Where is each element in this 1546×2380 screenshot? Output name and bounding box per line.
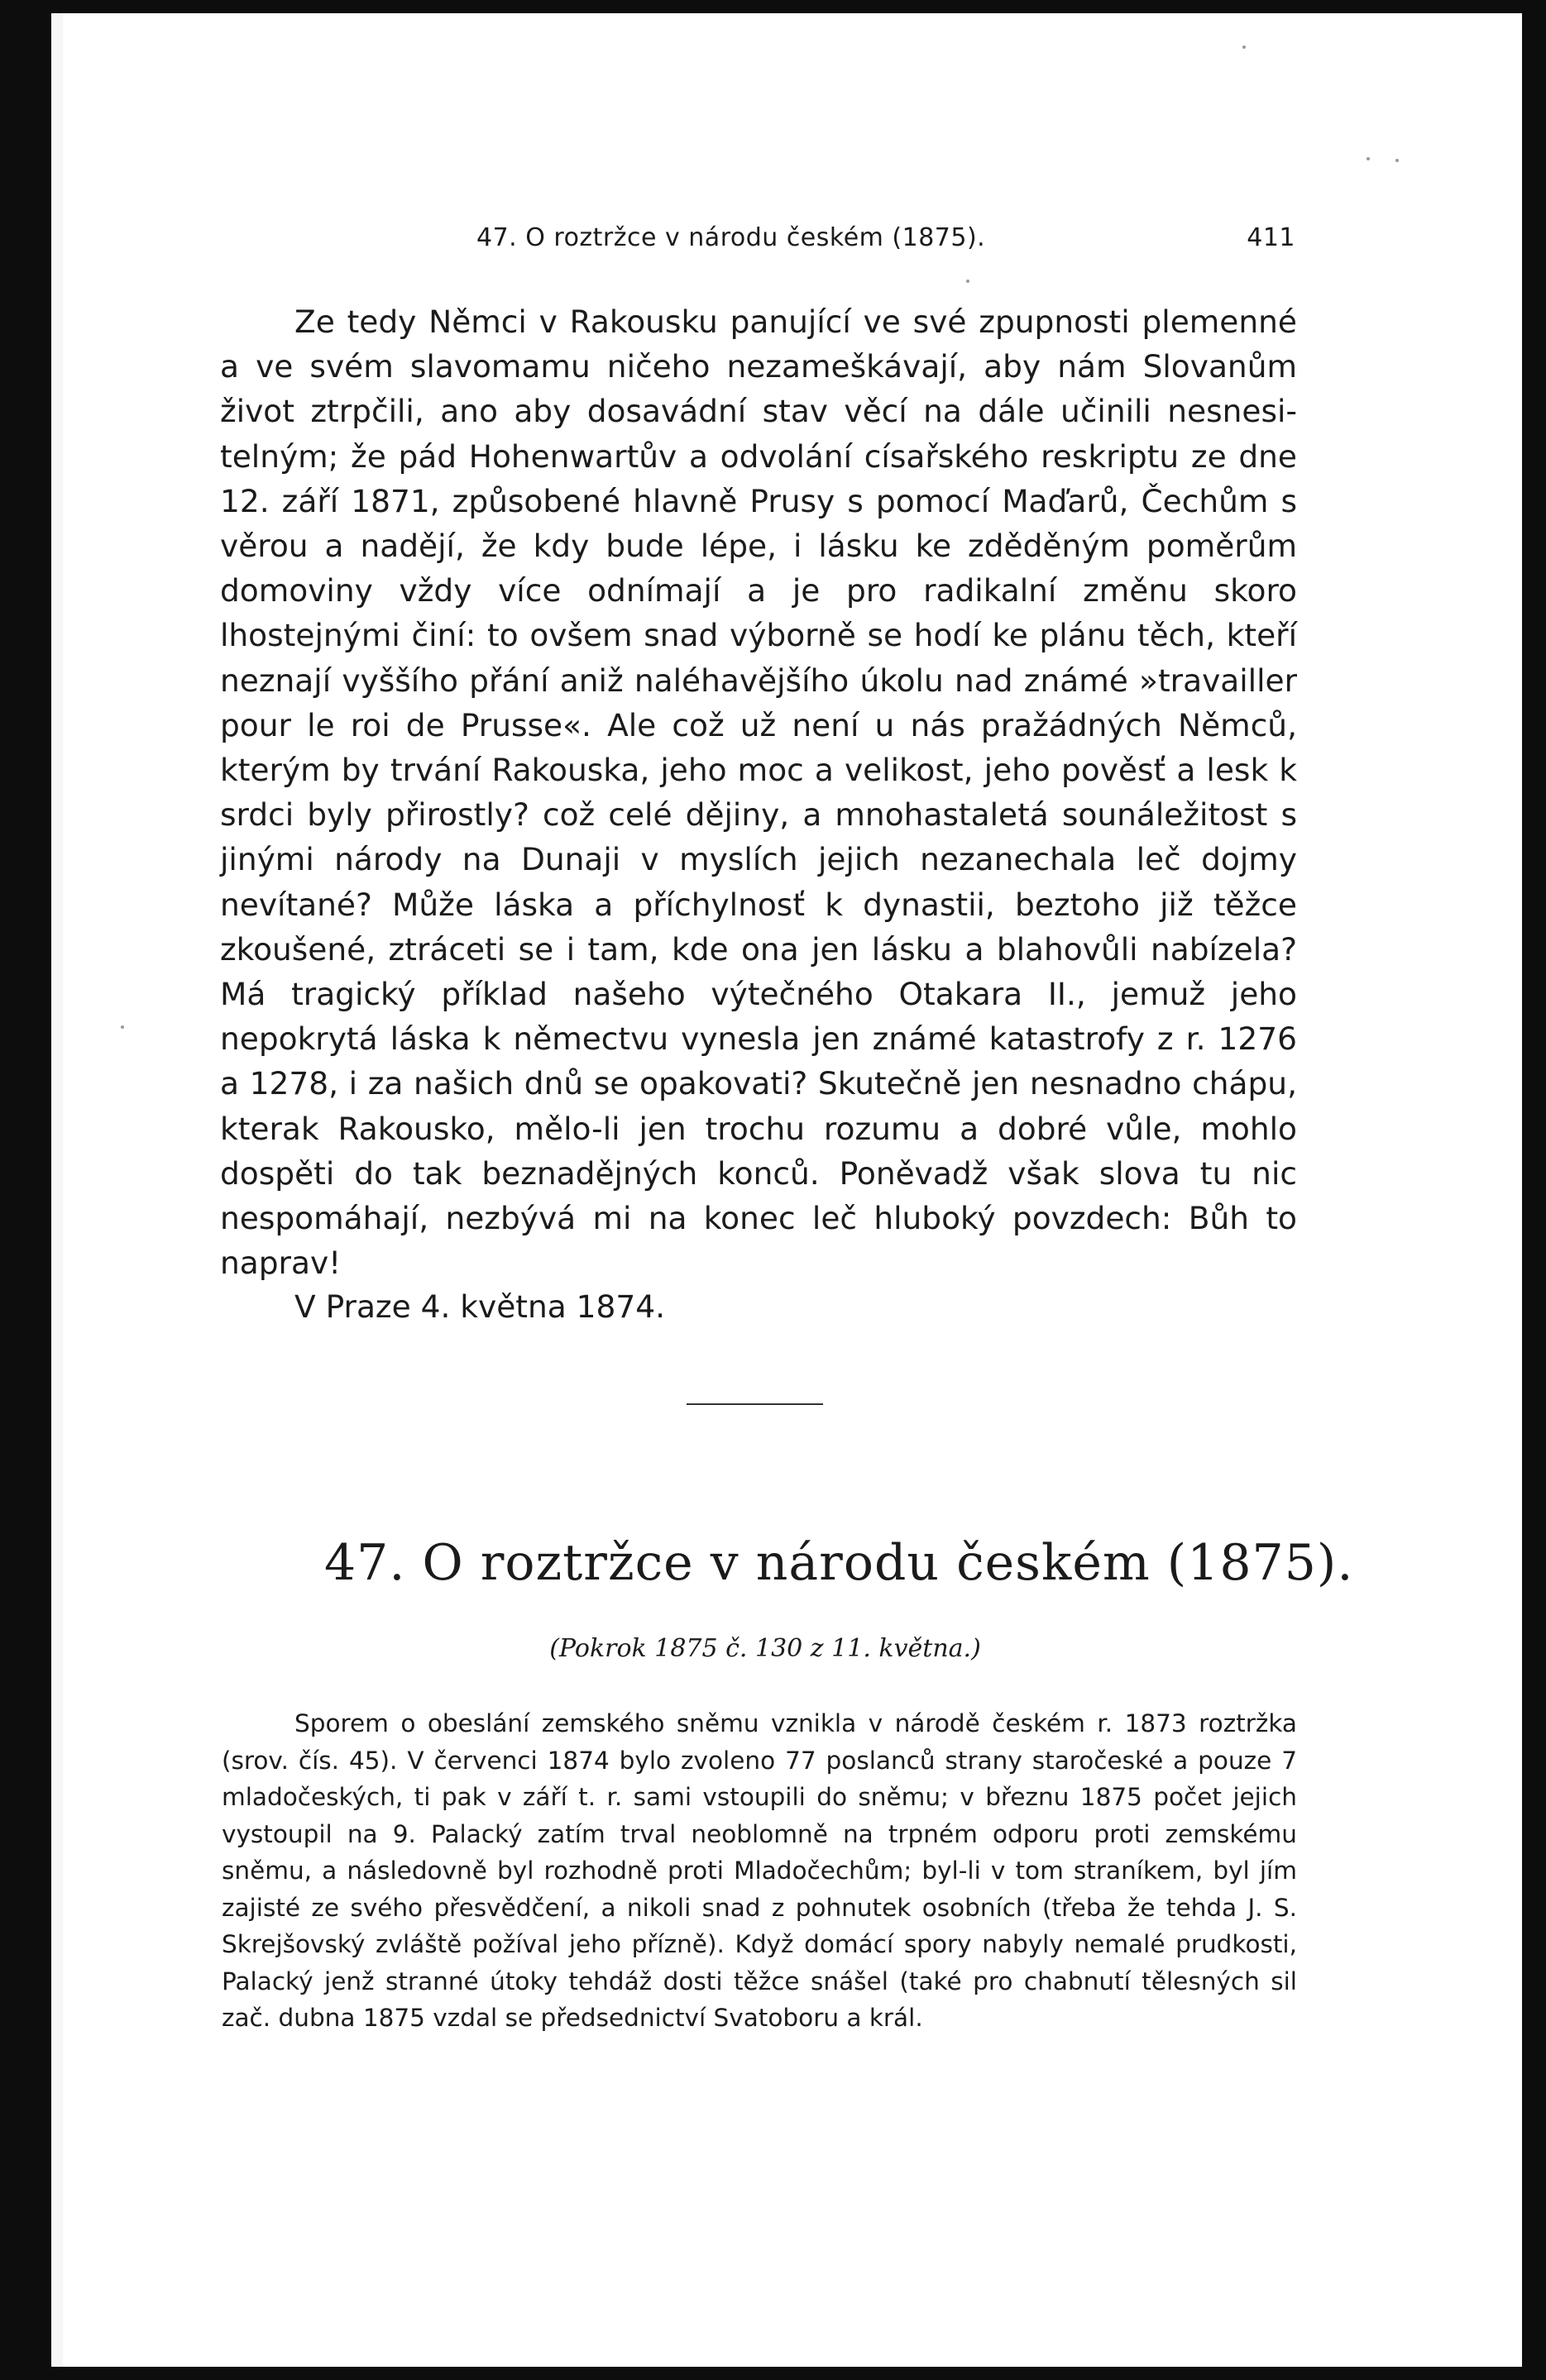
running-header: [476, 223, 1295, 256]
scan-speck: [1367, 157, 1370, 160]
scan-speck: [1395, 159, 1399, 162]
body-text: [220, 299, 1297, 1285]
section-divider: [687, 1403, 823, 1405]
dateline: V Praze 4. května 1874.: [294, 1288, 666, 1325]
section-intro: [222, 1705, 1297, 2037]
section-heading: 47. O roztržce v národu českém (1875).: [324, 1534, 1354, 1592]
page-number: 411: [1247, 223, 1295, 252]
body-paragraph: Ze tedy Němci v Rakousku panující ve své zpupnosti plemenné a ve svém slavomamu ničeho nezameškávají, aby nám Slovanům život ztrpčili, ano aby dosavádní stav věcí na dále učinili nesnesitelným; že pád Hohenwartův a odvolání císařského reskriptu ze dne 12. září 1871, způsobené hlavně Prusy s pomocí Maďarů, Čechům s věrou a nadějí, že kdy bude lépe, i lásku ke zděděným poměrům domoviny vždy více odnímají a je pro radikalní změnu skoro lhostejnými činí: to ovšem snad výborně se hodí ke plánu těch, kteří neznají vyššího přání aniž naléhavějšího úkolu nad známé »travailler pour le roi de Prusse«. Ale což už není u nás pražádných Němců, kterým by trvání Rakouska, jeho moc a velikost, jeho pověsť a lesk k srdci byly přirostly? což celé dějiny, a mnohastaletá sounáležitost s jinými národy na Dunaji v myslích jejich nezanechala leč dojmy nevítané? Může láska a příchylnosť k dynastii, beztoho již těžce zkoušené, ztráceti se i tam, kde ona jen lásku a blahovůli nabízela? Má tragický příklad našeho výtečného Otakara II., jemuž jeho nepokrytá láska k němectvu vynesla jen známé katastrofy z r. 1276 a 1278, i za našich dnů se opakovati? Skutečně jen nesnadno chápu, kterak Rakousko, mělo-li jen trochu rozumu a dobré vůle, mohlo dospěti do tak beznadějných konců. Poněvadž však slova tu nic nespomáhají, nezbývá mi na konec leč hluboký povzdech: Bůh to naprav!: [220, 303, 1297, 1282]
scan-speck: [121, 1025, 124, 1029]
scan-border-bottom: [0, 2367, 1546, 2380]
scan-border-top: [0, 0, 1546, 13]
scan-speck: [966, 280, 969, 283]
source-citation: (Pokrok 1875 č. 130 z 11. května.): [549, 1634, 981, 1663]
intro-paragraph: Sporem o obeslání zemského sněmu vznikla v národě českém r. 1873 roztržka (srov. čís. 45). V červenci 1874 bylo zvoleno 77 poslanců strany staročeské a pouze 7 mladočeských, ti pak v září t. r. sami vstoupili do sněmu; v březnu 1875 počet jejich vystoupil na 9. Palacký zatím trval neoblomně na trpném odporu proti zemskému sněmu, a následovně byl rozhodně proti Mladočechům; byl-li v tom straníkem, byl jím zajisté ze svého přesvědčení, a nikoli snad z pohnutek osobních (třeba že tehda J. S. Skrejšovský zvláště požíval jeho přízně). Když domácí spory nabyly nemalé prudkosti, Palacký jenž stranné útoky tehdáž dosti těžce snášel (také pro chabnutí tělesných sil zač. dubna 1875 vzdal se předsednictví Svatoboru a král.: [222, 1709, 1297, 2032]
scan-speck: [1242, 45, 1246, 49]
running-header-title: 47. O roztržce v národu českém (1875).: [476, 223, 986, 252]
page-gutter: [51, 13, 63, 2380]
scan-border-right: [1522, 0, 1546, 2380]
scan-border-left: [0, 0, 51, 2380]
